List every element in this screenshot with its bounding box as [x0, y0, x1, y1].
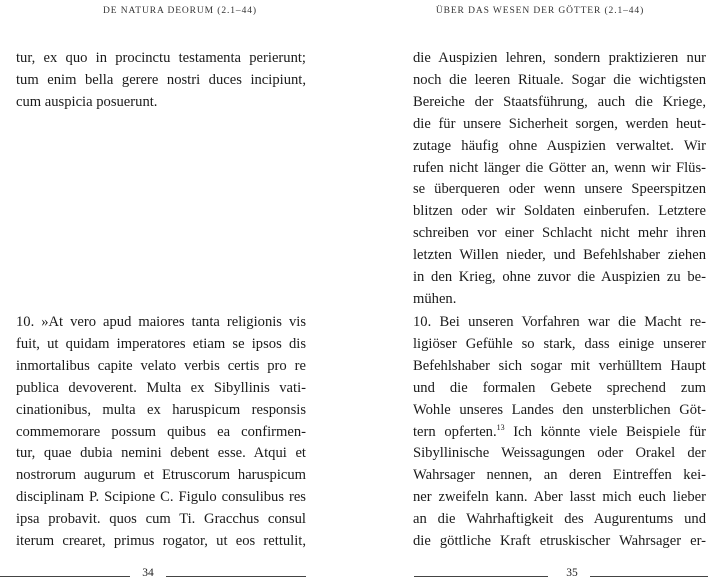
text-line: Befehlshaber sich sogar mit verhülltem Haupt	[413, 357, 706, 374]
text-line: inmortalibus capite velato verbis certis pro re	[16, 357, 306, 374]
page-number: 34	[142, 567, 154, 579]
text-line: 10. Bei unseren Vorfahren war die Macht re-	[413, 314, 706, 330]
text-line: zutage häufig ohne Auspizien verwaltet. Wir	[413, 137, 706, 154]
text-line: tur, quae dubia nemini debent esse. Atqui et	[16, 445, 306, 462]
page-number: 35	[566, 567, 578, 579]
text-line: noch die leeren Rituale. Sogar die wichtigsten	[413, 71, 706, 88]
text-fragment: Ich könnte viele Beispiele für	[504, 423, 706, 440]
text-line: cinationibus, multa ex haruspicum responsis	[16, 401, 306, 418]
text-fragment: tern opferten.	[413, 423, 497, 440]
text-line: 10. »At vero apud maiores tanta religionis vis	[16, 314, 306, 330]
text-line: ner zweifeln kann. Aber lasst mich euch lieber	[413, 489, 706, 506]
text-line: rufen nicht länger die Götter an, wenn wir Flüs-	[413, 159, 706, 176]
left-page-footer	[0, 565, 360, 585]
text-line-with-footnote	[413, 422, 706, 444]
text-line: fuit, ut quidam imperatores etiam se ipsos dis	[16, 335, 306, 352]
text-line: die göttliche Kraft etruskischer Wahrsager er-	[413, 533, 706, 550]
footer-rule-right	[166, 576, 306, 577]
text-line: Sibyllinische Weissagungen oder Orakel der	[413, 445, 706, 462]
text-line: ipsa probavit. quos cum Ti. Gracchus consul	[16, 511, 306, 528]
footer-rule-left	[414, 576, 548, 577]
footer-rule-right	[590, 576, 708, 577]
right-page	[360, 0, 720, 585]
latin-paragraph-10	[16, 312, 306, 553]
text-line: letzten Willen nieder, und Befehlshaber ziehen	[413, 247, 706, 264]
text-line: die Auspizien lehren, sondern praktizieren nur	[413, 50, 706, 66]
text-line: an die Wahrhaftigkeit des Augurentums und	[413, 511, 706, 528]
text-line: publica devoverent. Multa ex Sibyllinis vati-	[16, 379, 306, 396]
text-line: in den Krieg, ohne zuvor die Auspizien zu be-	[413, 269, 706, 286]
text-line: Wohle unseres Landes den unsterblichen Göt-	[413, 401, 706, 418]
german-paragraph-continuation	[413, 48, 706, 311]
text-line: die für unsere Sicherheit sorgen, werden heut-	[413, 115, 706, 132]
text-line: blitzen oder wir Soldaten einberufen. Letztere	[413, 203, 706, 220]
text-line: tum enim bella gerere nostri duces incipiunt,	[16, 71, 306, 88]
text-line: nostrorum augurum et Etruscorum haruspicum	[16, 467, 306, 484]
text-line: commemorare possum quibus ea confirmen-	[16, 423, 306, 440]
right-running-header: ÜBER DAS WESEN DER GÖTTER (2.1–44)	[435, 6, 645, 16]
footer-rule-left	[0, 576, 130, 577]
german-paragraph-10	[413, 312, 706, 553]
right-page-footer	[360, 565, 720, 585]
text-line: und die formalen Gebete sprechend zum	[413, 379, 706, 396]
text-line: Wahrsager nennen, an deren Eintreffen kei-	[413, 467, 706, 484]
text-line: mühen.	[413, 290, 457, 307]
text-line: schreiben vor einer Schlacht nicht mehr ihren	[413, 225, 706, 242]
text-line: ligiöser Gefühle so stark, dass einige unserer	[413, 335, 706, 352]
text-line: tur, ex quo in procinctu testamenta perierunt;	[16, 50, 306, 66]
text-line: se überqueren oder wenn unsere Speerspitzen	[413, 181, 706, 198]
latin-paragraph-continuation	[16, 48, 306, 114]
left-running-header: DE NATURA DEORUM (2.1–44)	[103, 6, 257, 16]
text-line: iterum crearet, primus rogator, ut eos rettulit,	[16, 533, 306, 550]
footnote-marker[interactable]: 13	[496, 422, 505, 432]
text-line: cum auspicia posuerunt.	[16, 93, 158, 110]
text-line: disciplinam P. Scipione C. Figulo consulibus res	[16, 489, 306, 506]
text-line: Bereiche der Staatsführung, auch die Kriege,	[413, 93, 706, 110]
